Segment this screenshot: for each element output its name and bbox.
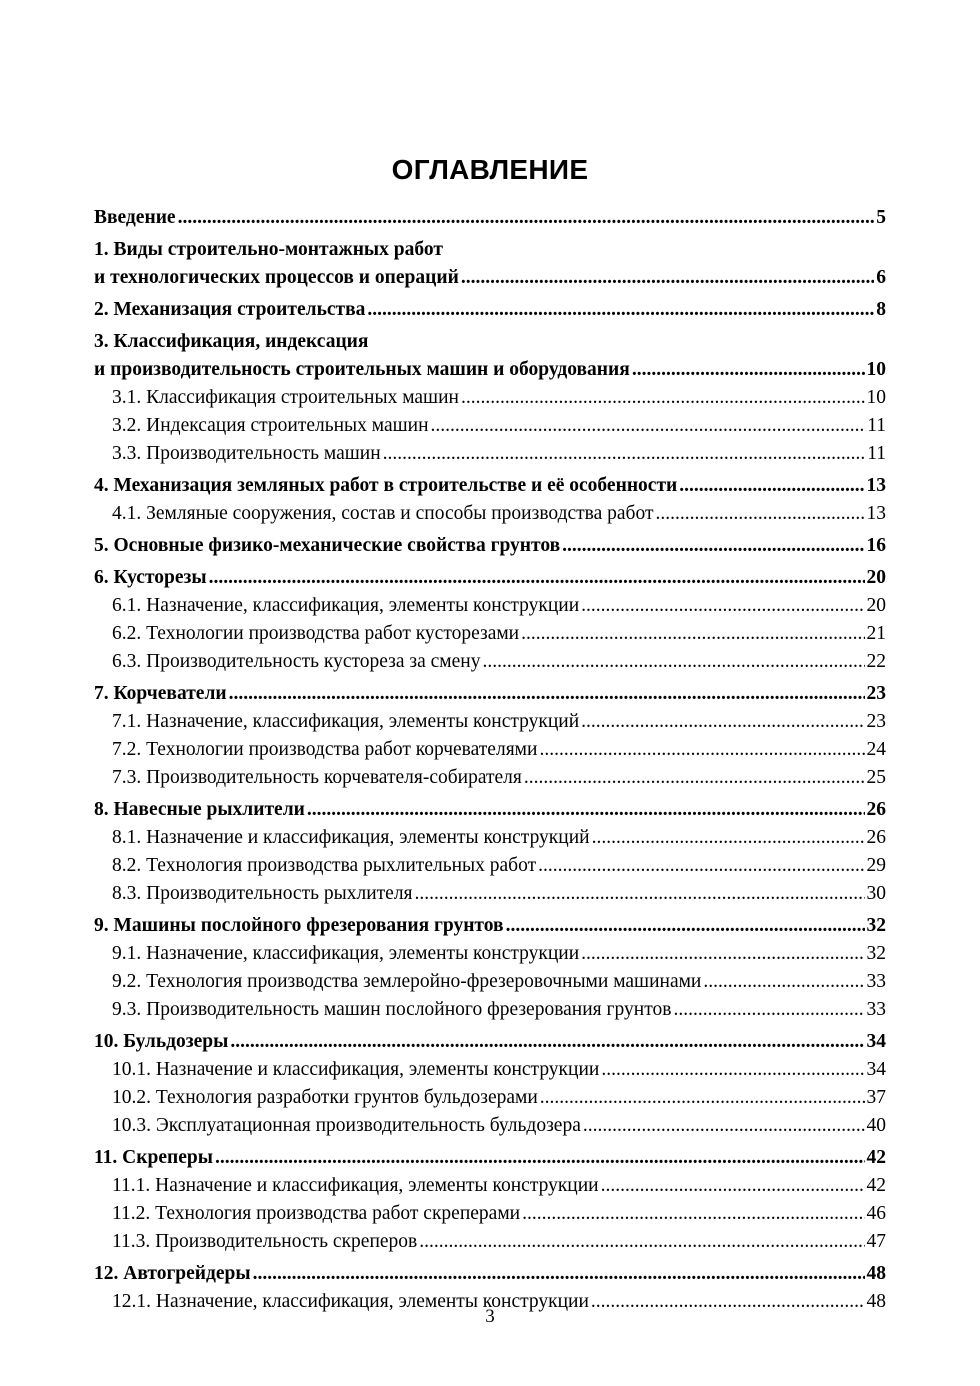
toc-entry-page: 42 bbox=[866, 1175, 886, 1196]
toc-entry-page: 20 bbox=[866, 567, 886, 588]
toc-entry[interactable] bbox=[94, 852, 886, 880]
dot-leader bbox=[229, 680, 865, 708]
toc-entry-label: 6.1. Назначение, классификация, элементы конструкции bbox=[112, 595, 580, 616]
toc-entry-page: 23 bbox=[866, 683, 886, 704]
dot-leader bbox=[178, 204, 875, 232]
dot-leader bbox=[482, 648, 864, 676]
toc-entry-page: 26 bbox=[866, 827, 886, 848]
toc-section bbox=[94, 996, 886, 1024]
toc-entry-page: 33 bbox=[866, 999, 886, 1020]
toc-entry-label: 7.1. Назначение, классификация, элементы конструкций bbox=[112, 711, 580, 732]
toc-entry-page: 32 bbox=[866, 915, 886, 936]
toc-chapter bbox=[94, 328, 886, 384]
dot-leader bbox=[562, 532, 864, 560]
toc-section bbox=[94, 880, 886, 908]
dot-leader bbox=[524, 764, 865, 792]
toc-entry[interactable] bbox=[94, 968, 886, 996]
toc-entry-page: 37 bbox=[866, 1087, 886, 1108]
toc-entry[interactable] bbox=[94, 296, 886, 324]
toc-entry[interactable] bbox=[94, 1028, 886, 1056]
toc-section bbox=[94, 764, 886, 792]
toc-entry-page: 40 bbox=[866, 1115, 886, 1136]
toc-section bbox=[94, 592, 886, 620]
toc-chapter-title-line: 3. Классификация, индексация bbox=[94, 331, 369, 352]
toc-entry[interactable] bbox=[94, 620, 886, 648]
dot-leader bbox=[592, 824, 865, 852]
toc-entry-page: 5 bbox=[876, 207, 886, 228]
toc-section bbox=[94, 1056, 886, 1084]
toc-entry-label: 11.1. Назначение и классификация, элементы конструкции bbox=[112, 1175, 599, 1196]
dot-leader bbox=[215, 1144, 865, 1172]
toc-entry-page: 13 bbox=[866, 503, 886, 524]
toc-entry-label: и технологических процессов и операций bbox=[94, 267, 459, 288]
toc-entry-label: 3.1. Классификация строительных машин bbox=[112, 387, 459, 408]
dot-leader bbox=[581, 940, 864, 968]
toc-entry-label: 10.1. Назначение и классификация, элементы конструкции bbox=[112, 1059, 600, 1080]
toc-entry[interactable] bbox=[94, 996, 886, 1024]
toc-entry-page: 34 bbox=[866, 1031, 886, 1052]
toc-section bbox=[94, 1172, 886, 1200]
toc-entry-page: 34 bbox=[866, 1059, 886, 1080]
toc-entry-page: 8 bbox=[876, 299, 886, 320]
toc-entry-page: 21 bbox=[866, 623, 886, 644]
toc-entry-label: 11. Скреперы bbox=[94, 1147, 213, 1168]
dot-leader bbox=[521, 620, 864, 648]
toc-entry-label: и производительность строительных машин и оборудования bbox=[94, 359, 630, 380]
toc-entry-label: 9.2. Технология производства землеройно-фрезеровочными машинами bbox=[112, 971, 702, 992]
dot-leader bbox=[253, 1260, 865, 1288]
toc-section bbox=[94, 1200, 886, 1228]
toc-entry-label: 3.2. Индексация строительных машин bbox=[112, 415, 429, 436]
toc-entry-label: 6.2. Технологии производства работ кусторезами bbox=[112, 623, 520, 644]
toc-section bbox=[94, 412, 886, 440]
toc-entry[interactable] bbox=[94, 764, 886, 792]
toc-entry-page: 23 bbox=[866, 711, 886, 732]
toc-chapter bbox=[94, 532, 886, 560]
dot-leader bbox=[506, 912, 865, 940]
dot-leader bbox=[522, 1200, 864, 1228]
toc-entry-label: 8.3. Производительность рыхлителя bbox=[112, 883, 413, 904]
dot-leader bbox=[673, 996, 864, 1024]
dot-leader bbox=[307, 796, 865, 824]
dot-leader bbox=[209, 564, 865, 592]
toc-entry-label: 12.1. Назначение, классификация, элементы конструкции bbox=[112, 1291, 589, 1312]
toc-entry[interactable] bbox=[94, 532, 886, 560]
toc-section bbox=[94, 1112, 886, 1140]
toc-entry-page: 16 bbox=[866, 535, 886, 556]
toc-entry-page: 10 bbox=[866, 387, 886, 408]
toc-entry-label: 9.1. Назначение, классификация, элементы конструкции bbox=[112, 943, 580, 964]
toc-entry-label: 8. Навесные рыхлители bbox=[94, 799, 305, 820]
dot-leader bbox=[461, 264, 874, 292]
toc-section bbox=[94, 384, 886, 412]
toc-entry[interactable] bbox=[94, 796, 886, 824]
dot-leader bbox=[656, 500, 865, 528]
toc-entry-label: 5. Основные физико-механические свойства грунтов bbox=[94, 535, 561, 556]
toc-entry-page: 13 bbox=[866, 475, 886, 496]
toc-entry-page: 48 bbox=[866, 1291, 886, 1312]
toc-section bbox=[94, 648, 886, 676]
toc-entry[interactable] bbox=[94, 204, 886, 232]
toc-chapter bbox=[94, 1028, 886, 1056]
toc-entry-label: Введение bbox=[94, 207, 176, 228]
toc-chapter bbox=[94, 564, 886, 592]
toc-entry[interactable] bbox=[94, 412, 886, 440]
toc-entry[interactable] bbox=[94, 592, 886, 620]
toc-entry-page: 29 bbox=[866, 855, 886, 876]
toc-chapter bbox=[94, 472, 886, 500]
toc-entry-page: 11 bbox=[867, 415, 886, 436]
toc-chapter bbox=[94, 1260, 886, 1288]
toc-entry-page: 11 bbox=[867, 443, 886, 464]
toc-entry[interactable] bbox=[94, 912, 886, 940]
toc-section bbox=[94, 500, 886, 528]
toc-entry-label: 3.3. Производительность машин bbox=[112, 443, 381, 464]
toc-entry[interactable] bbox=[94, 500, 886, 528]
toc-section bbox=[94, 852, 886, 880]
toc-entry[interactable] bbox=[94, 384, 886, 412]
dot-leader bbox=[601, 1056, 864, 1084]
toc-entry[interactable] bbox=[94, 880, 886, 908]
toc-entry[interactable] bbox=[94, 1084, 886, 1112]
toc-entry-label: 7. Корчеватели bbox=[94, 683, 227, 704]
toc-entry-page: 25 bbox=[866, 767, 886, 788]
dot-leader bbox=[583, 1112, 865, 1140]
toc-entry-label: 6.3. Производительность кустореза за смену bbox=[112, 651, 481, 672]
toc-entry-page: 47 bbox=[866, 1231, 886, 1252]
page-title: ОГЛАВЛЕНИЕ bbox=[391, 154, 589, 185]
toc-chapter bbox=[94, 680, 886, 708]
toc-entry-page: 24 bbox=[866, 739, 886, 760]
toc-chapter bbox=[94, 1144, 886, 1172]
toc-entry-label: 6. Кусторезы bbox=[94, 567, 207, 588]
toc-section bbox=[94, 708, 886, 736]
dot-leader bbox=[703, 968, 864, 996]
table-of-contents bbox=[94, 204, 886, 1316]
toc-section bbox=[94, 824, 886, 852]
toc-chapter bbox=[94, 912, 886, 940]
toc-entry[interactable] bbox=[94, 1112, 886, 1140]
toc-section bbox=[94, 1228, 886, 1256]
toc-entry-label: 11.2. Технология производства работ скреперами bbox=[112, 1203, 521, 1224]
toc-entry[interactable] bbox=[94, 440, 886, 468]
toc-entry-label: 11.3. Производительность скреперов bbox=[112, 1231, 418, 1252]
toc-entry-label: 2. Механизация строительства bbox=[94, 299, 366, 320]
toc-entry[interactable] bbox=[94, 1144, 886, 1172]
page-number: 3 bbox=[485, 1306, 495, 1327]
toc-chapter bbox=[94, 236, 886, 292]
toc-entry-page: 20 bbox=[866, 595, 886, 616]
toc-entry[interactable] bbox=[94, 1056, 886, 1084]
toc-entry[interactable] bbox=[94, 472, 886, 500]
toc-chapter bbox=[94, 796, 886, 824]
toc-entry[interactable] bbox=[94, 1228, 886, 1256]
toc-entry[interactable] bbox=[94, 564, 886, 592]
dot-leader bbox=[539, 736, 864, 764]
toc-entry-label: 10. Бульдозеры bbox=[94, 1031, 229, 1052]
dot-leader bbox=[601, 1172, 865, 1200]
toc-entry-page: 30 bbox=[866, 883, 886, 904]
toc-entry[interactable] bbox=[94, 648, 886, 676]
toc-section bbox=[94, 620, 886, 648]
toc-section bbox=[94, 440, 886, 468]
toc-entry[interactable] bbox=[94, 1260, 886, 1288]
toc-entry-page: 46 bbox=[866, 1203, 886, 1224]
dot-leader bbox=[581, 592, 864, 620]
toc-entry-page: 32 bbox=[866, 943, 886, 964]
toc-chapter bbox=[94, 296, 886, 324]
dot-leader bbox=[581, 708, 864, 736]
toc-entry-page: 33 bbox=[866, 971, 886, 992]
dot-leader bbox=[415, 880, 865, 908]
toc-entry[interactable] bbox=[94, 264, 886, 292]
toc-section bbox=[94, 1084, 886, 1112]
toc-entry-page: 22 bbox=[866, 651, 886, 672]
toc-entry-page: 6 bbox=[876, 267, 886, 288]
toc-entry[interactable] bbox=[94, 1172, 886, 1200]
toc-entry-page: 10 bbox=[866, 359, 886, 380]
dot-leader bbox=[230, 1028, 864, 1056]
toc-chapter-title-line: 1. Виды строительно-монтажных работ bbox=[94, 239, 443, 260]
toc-chapter bbox=[94, 204, 886, 232]
toc-entry-page: 48 bbox=[866, 1263, 886, 1284]
toc-section bbox=[94, 940, 886, 968]
dot-leader bbox=[419, 1228, 864, 1256]
toc-entry-label: 9. Машины послойного фрезерования грунтов bbox=[94, 915, 504, 936]
toc-entry[interactable] bbox=[94, 1200, 886, 1228]
dot-leader bbox=[632, 356, 865, 384]
dot-leader bbox=[367, 296, 874, 324]
dot-leader bbox=[540, 1084, 865, 1112]
toc-entry-page: 42 bbox=[866, 1147, 886, 1168]
dot-leader bbox=[461, 384, 865, 412]
dot-leader bbox=[679, 472, 864, 500]
toc-entry[interactable] bbox=[94, 680, 886, 708]
toc-entry-label: 9.3. Производительность машин послойного фрезерования грунтов bbox=[112, 999, 672, 1020]
toc-entry-label: 4. Механизация земляных работ в строительстве и её особенности bbox=[94, 475, 678, 496]
toc-entry-label: 10.2. Технология разработки грунтов бульдозерами bbox=[112, 1087, 538, 1108]
toc-entry[interactable] bbox=[94, 708, 886, 736]
toc-entry[interactable] bbox=[94, 736, 886, 764]
toc-entry-page: 26 bbox=[866, 799, 886, 820]
dot-leader bbox=[383, 440, 866, 468]
toc-entry-label: 12. Автогрейдеры bbox=[94, 1263, 251, 1284]
toc-entry-label: 4.1. Земляные сооружения, состав и способы производства работ bbox=[112, 503, 654, 524]
toc-entry-label: 7.3. Производительность корчевателя-собирателя bbox=[112, 767, 522, 788]
toc-section bbox=[94, 968, 886, 996]
toc-entry[interactable] bbox=[94, 824, 886, 852]
dot-leader bbox=[538, 852, 864, 880]
toc-entry[interactable] bbox=[94, 940, 886, 968]
toc-section bbox=[94, 736, 886, 764]
toc-entry-label: 8.1. Назначение и классификация, элементы конструкций bbox=[112, 827, 590, 848]
toc-entry-label: 10.3. Эксплуатационная производительность бульдозера bbox=[112, 1115, 581, 1136]
toc-entry[interactable] bbox=[94, 356, 886, 384]
toc-entry-label: 8.2. Технология производства рыхлительных работ bbox=[112, 855, 537, 876]
dot-leader bbox=[431, 412, 866, 440]
toc-entry-label: 7.2. Технологии производства работ корчевателями bbox=[112, 739, 538, 760]
